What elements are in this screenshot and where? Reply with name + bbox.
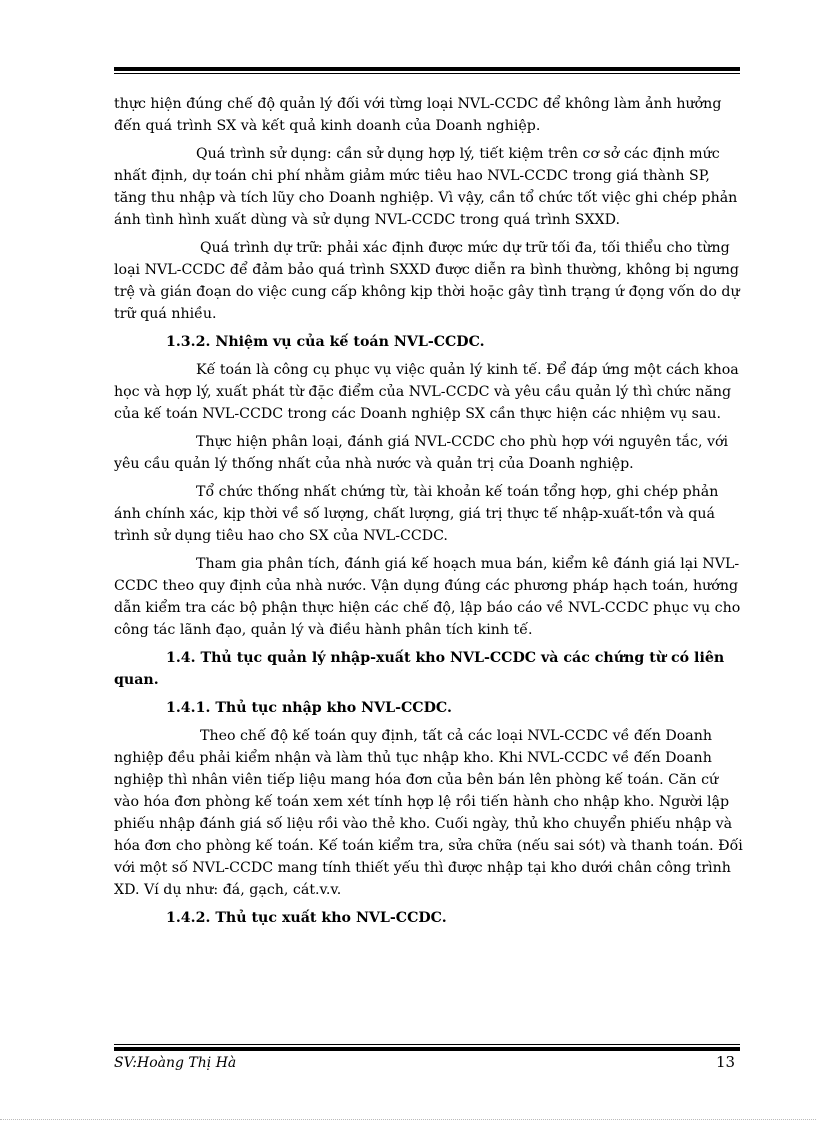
- header-rule: [114, 67, 740, 75]
- section-heading: 1.4.2. Thủ tục xuất kho NVL-CCDC.: [166, 910, 447, 926]
- footer-author: SV:Hoàng Thị Hà: [114, 1055, 237, 1071]
- section-heading: 1.4.1. Thủ tục nhập kho NVL-CCDC.: [166, 700, 452, 716]
- paragraph: Quá trình dự trữ: phải xác định được mức dự trữ tối đa, tối thiểu cho từng loại NVL-CCDC để đảm bảo quá trình SXXD được diễn ra bình thường, không bị ngưng trệ và gián đoạn do việc cung cấp không kịp thời hoặc gây tình trạng ứ đọng vốn do dự trữ quá nhiều.: [114, 240, 740, 322]
- paragraph: thực hiện đúng chế độ quản lý đối với từng loại NVL-CCDC để không làm ảnh hưởng đến quá trình SX và kết quả kinh doanh của Doanh nghiệp.: [114, 96, 722, 134]
- paragraph: Kế toán là công cụ phục vụ việc quản lý kinh tế. Để đáp ứng một cách khoa học và hợp lý, xuất phát từ đặc điểm của NVL-CCDC và yêu cầu quản lý thì chức năng của kế toán NVL-CCDC trong các Doanh nghiệp SX cần thực hiện các nhiệm vụ sau.: [114, 362, 739, 422]
- paragraph: Tham gia phân tích, đánh giá kế hoạch mua bán, kiểm kê đánh giá lại NVL-CCDC theo quy định của nhà nước. Vận dụng đúng các phương pháp hạch toán, hướng dẫn kiểm tra các bộ phận thực hiện các chế độ, lập báo cáo về NVL-CCDC phục vụ cho công tác lãnh đạo, quản lý và điều hành phân tích kinh tế.: [114, 556, 741, 638]
- page-number: 13: [716, 1053, 736, 1071]
- paragraph: Quá trình sử dụng: cần sử dụng hợp lý, tiết kiệm trên cơ sở các định mức nhất định, dự toán chi phí nhằm giảm mức tiêu hao NVL-CCDC trong giá thành SP, tăng thu nhập và tích lũy cho Doanh nghiệp. Vì vậy, cần tổ chức tốt việc ghi chép phản ánh tình hình xuất dùng và sử dụng NVL-CCDC trong quá trình SXXD.: [114, 146, 738, 228]
- paragraph: Thực hiện phân loại, đánh giá NVL-CCDC cho phù hợp với nguyên tắc, với yêu cầu quản lý thống nhất của nhà nước và quản trị của Doanh nghiệp.: [114, 434, 729, 472]
- section-heading: 1.4. Thủ tục quản lý nhập-xuất kho NVL-CCDC và các chứng từ có liên quan.: [114, 650, 725, 688]
- footer-rule: [114, 1044, 740, 1052]
- paragraph: Theo chế độ kế toán quy định, tất cả các loại NVL-CCDC về đến Doanh nghiệp đều phải kiểm nhận và làm thủ tục nhập kho. Khi NVL-CCDC về đến Doanh nghiệp thì nhân viên tiếp liệu mang hóa đơn của bên bán lên phòng kế toán. Căn cứ vào hóa đơn phòng kế toán xem xét tính hợp lệ rồi tiến hành cho nhập kho. Người lập phiếu nhập đánh giá số liệu rồi vào thẻ kho. Cuối ngày, thủ kho chuyển phiếu nhập và hóa đơn cho phòng kế toán. Kế toán kiểm tra, sửa chữa (nếu sai sót) và thanh toán. Đối với một số NVL-CCDC mang tính thiết yếu thì được nhập tại kho dưới chân công trình XD. Ví dụ như: đá, gạch, cát.v.v.: [114, 728, 743, 898]
- section-heading: 1.3.2. Nhiệm vụ của kế toán NVL-CCDC.: [166, 334, 485, 350]
- page-body: [114, 93, 744, 935]
- paragraph: Tổ chức thống nhất chứng từ, tài khoản kế toán tổng hợp, ghi chép phản ánh chính xác, kịp thời về số lượng, chất lượng, giá trị thực tế nhập-xuất-tồn và quá trình sử dụng tiêu hao cho SX của NVL-CCDC.: [114, 484, 719, 544]
- page-edge: [0, 1119, 816, 1120]
